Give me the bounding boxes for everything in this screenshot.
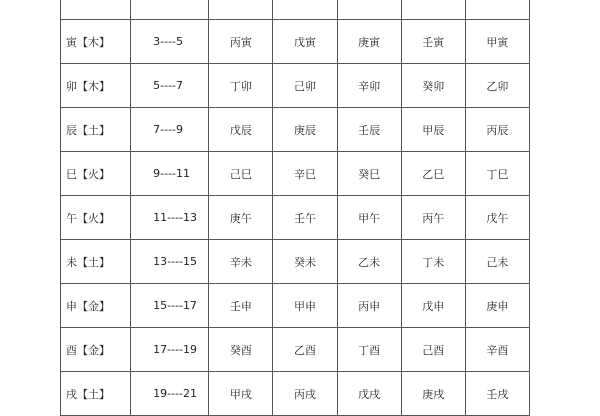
table-row [61,328,530,372]
stem-branch-cell: 戊申 [401,284,465,328]
stem-branch-cell: 丙寅 [209,20,273,64]
stem-branch-cell: 戊戌 [337,372,401,416]
stem-branch-cell [273,0,337,20]
hours-cell: 19----21 [131,372,209,416]
stem-branch-cell: 癸未 [273,240,337,284]
stem-branch-cell: 丁未 [401,240,465,284]
stem-branch-cell [209,0,273,20]
stem-branch-cell: 癸巳 [337,152,401,196]
stem-branch-cell [337,0,401,20]
stem-branch-cell: 丁巳 [465,152,529,196]
stem-branch-cell: 丙辰 [465,108,529,152]
stem-branch-cell: 壬申 [209,284,273,328]
stem-branch-cell: 辛酉 [465,328,529,372]
stem-branch-cell: 戊寅 [273,20,337,64]
stem-branch-cell: 丁酉 [337,328,401,372]
stem-branch-cell: 甲辰 [401,108,465,152]
stem-branch-cell: 壬寅 [401,20,465,64]
stem-branch-cell: 壬午 [273,196,337,240]
table-row [61,0,530,20]
stem-branch-cell: 丙申 [337,284,401,328]
stem-branch-cell: 丙午 [401,196,465,240]
hour-pillar-table-container [60,0,530,416]
stem-branch-cell [465,0,529,20]
stem-branch-cell: 辛未 [209,240,273,284]
branch-cell: 巳【火】 [61,152,131,196]
branch-cell [61,0,131,20]
stem-branch-cell: 己卯 [273,64,337,108]
stem-branch-cell: 乙未 [337,240,401,284]
branch-cell: 辰【土】 [61,108,131,152]
hours-cell: 3----5 [131,20,209,64]
stem-branch-cell: 戊午 [465,196,529,240]
hours-cell: 15----17 [131,284,209,328]
stem-branch-cell: 乙巳 [401,152,465,196]
branch-cell: 午【火】 [61,196,131,240]
stem-branch-cell [401,0,465,20]
table-row [61,240,530,284]
table-row [61,20,530,64]
stem-branch-cell: 庚申 [465,284,529,328]
stem-branch-cell: 癸卯 [401,64,465,108]
stem-branch-cell: 庚辰 [273,108,337,152]
stem-branch-cell: 甲戌 [209,372,273,416]
stem-branch-cell: 丙戌 [273,372,337,416]
stem-branch-cell: 庚戌 [401,372,465,416]
table-row [61,64,530,108]
table-row [61,372,530,416]
stem-branch-cell: 壬辰 [337,108,401,152]
stem-branch-cell: 戊辰 [209,108,273,152]
branch-cell: 卯【木】 [61,64,131,108]
hour-pillar-table [60,0,530,416]
stem-branch-cell: 丁卯 [209,64,273,108]
hours-cell: 5----7 [131,64,209,108]
hours-cell: 13----15 [131,240,209,284]
stem-branch-cell: 辛巳 [273,152,337,196]
table-row [61,108,530,152]
branch-cell: 申【金】 [61,284,131,328]
stem-branch-cell: 辛卯 [337,64,401,108]
table-row [61,196,530,240]
stem-branch-cell: 壬戌 [465,372,529,416]
table-row [61,152,530,196]
table-row [61,284,530,328]
stem-branch-cell: 己酉 [401,328,465,372]
branch-cell: 寅【木】 [61,20,131,64]
hours-cell: 11----13 [131,196,209,240]
stem-branch-cell: 甲午 [337,196,401,240]
stem-branch-cell: 乙酉 [273,328,337,372]
branch-cell: 未【土】 [61,240,131,284]
branch-cell: 戌【土】 [61,372,131,416]
branch-cell: 酉【金】 [61,328,131,372]
hours-cell: 7----9 [131,108,209,152]
stem-branch-cell: 己未 [465,240,529,284]
stem-branch-cell: 癸酉 [209,328,273,372]
stem-branch-cell: 己巳 [209,152,273,196]
hours-cell [131,0,209,20]
hours-cell: 9----11 [131,152,209,196]
stem-branch-cell: 甲寅 [465,20,529,64]
stem-branch-cell: 乙卯 [465,64,529,108]
stem-branch-cell: 甲申 [273,284,337,328]
stem-branch-cell: 庚午 [209,196,273,240]
hours-cell: 17----19 [131,328,209,372]
stem-branch-cell: 庚寅 [337,20,401,64]
